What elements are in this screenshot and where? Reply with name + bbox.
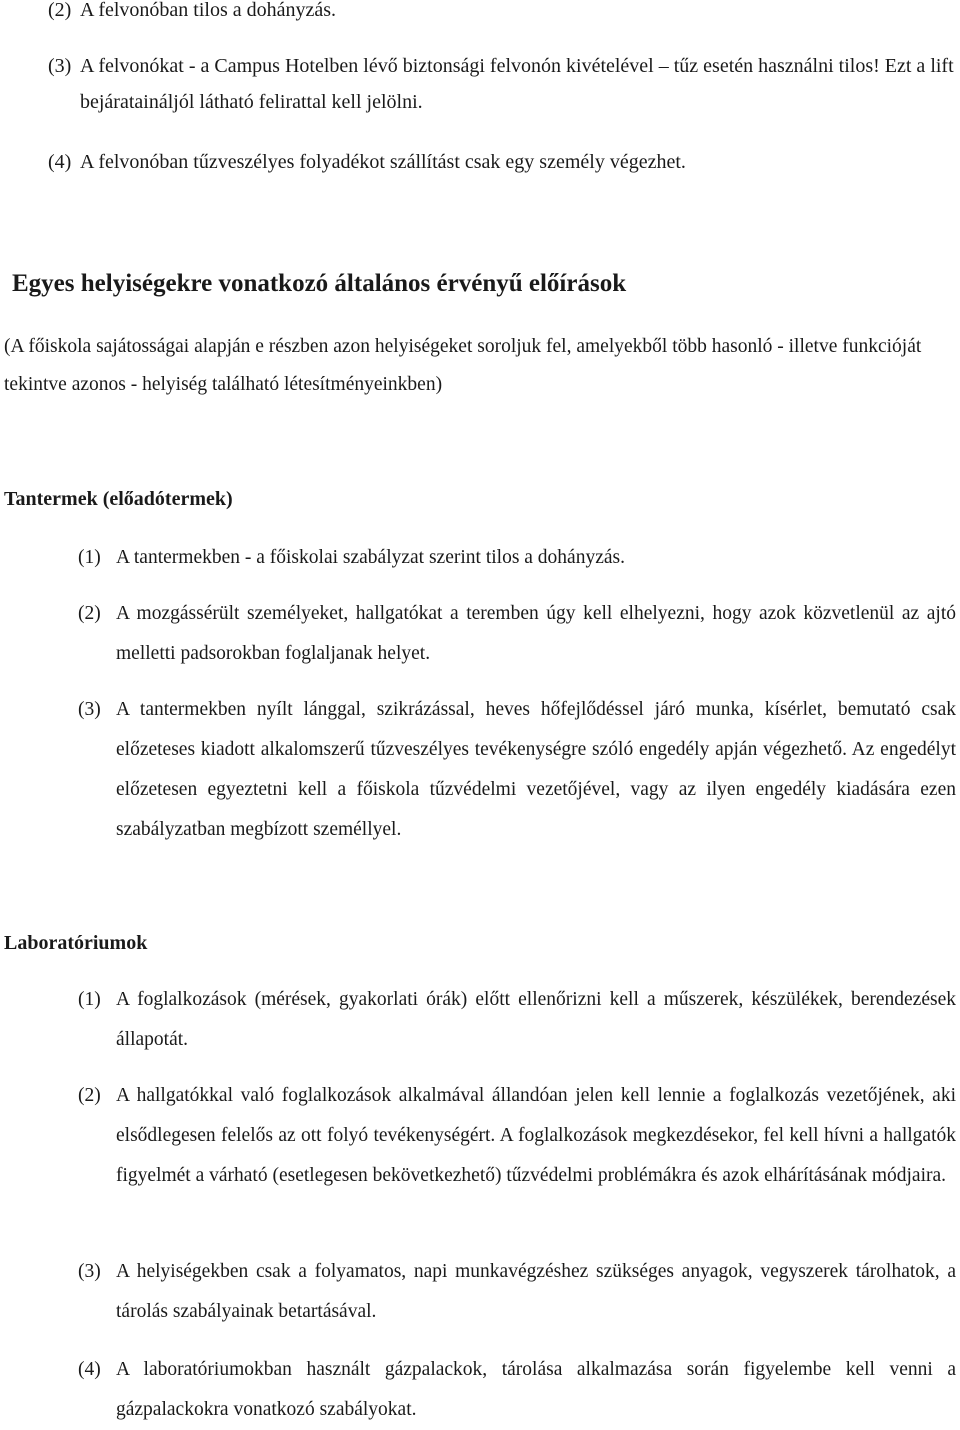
tantermek-item-2 — [78, 594, 956, 674]
item-number: (3) — [78, 1261, 101, 1282]
item-number: (3) — [78, 699, 101, 720]
item-text: A tantermekben - a főiskolai szabályzat szerint tilos a dohányzás. — [116, 547, 625, 568]
laboratoriumok-item-1 — [78, 980, 956, 1060]
laboratoriumok-item-2 — [78, 1076, 956, 1196]
intro-paragraph: (A főiskola sajátosságai alapján e részben azon helyiségeket soroljuk fel, amelyekből több hasonló - illetve funkcióját tekintve azonos - helyiség található létesítményeinkben) — [4, 336, 922, 395]
item-number: (2) — [78, 1085, 101, 1106]
item-number: (1) — [78, 989, 101, 1010]
list-item-text: A felvonókat - a Campus Hotelben lévő biztonsági felvonón kivételével – tűz esetén használni tilos! Ezt a lift bejárataináljól látható felirattal kell jelölni. — [80, 55, 954, 113]
list-item-number: (3) — [48, 55, 72, 77]
item-number: (2) — [78, 603, 101, 624]
section-title-laboratoriumok: Laboratóriumok — [4, 932, 148, 954]
item-number: (4) — [78, 1359, 101, 1380]
tantermek-item-1 — [78, 538, 956, 578]
list-item-number: (2) — [48, 0, 72, 21]
list-item-number: (4) — [48, 151, 72, 173]
main-heading: Egyes helyiségekre vonatkozó általános érvényű előírások — [12, 270, 627, 297]
section-title-tantermek: Tantermek (előadótermek) — [4, 488, 233, 510]
item-text: A tantermekben nyílt lánggal, szikrázással, heves hőfejlődéssel járó munka, kísérlet, bemutató csak előzeteses kiadott alkalomszerű tűzveszélyes tevékenységre szóló engedély apján végezhető. Az engedélyt előzetesen egyeztetni kell a főiskola tűzvédelmi vezetőjével, vagy az ilyen engedély kiadására ezen szabályzatban megbízott személlyel. — [116, 699, 956, 840]
laboratoriumok-item-3 — [78, 1252, 956, 1332]
item-number: (1) — [78, 547, 101, 568]
item-text: A helyiségekben csak a folyamatos, napi munkavégzéshez szükséges anyagok, vegyszerek tárolhatok, a tárolás szabályainak betartásával. — [116, 1261, 956, 1322]
item-text: A laboratóriumokban használt gázpalackok, tárolása alkalmazása során figyelembe kell venni a gázpalackokra vonatkozó szabályokat. — [116, 1359, 956, 1420]
laboratoriumok-item-4 — [78, 1350, 956, 1430]
top-list-item-3 — [48, 48, 958, 120]
item-text: A mozgássérült személyeket, hallgatókat a teremben úgy kell elhelyezni, hogy azok közvetlenül az ajtó melletti padsorokban foglaljanak helyet. — [116, 603, 956, 664]
list-item-text: A felvonóban tűzveszélyes folyadékot szállítást csak egy személy végezhet. — [80, 151, 686, 173]
list-item-text: A felvonóban tilos a dohányzás. — [80, 0, 337, 21]
tantermek-item-3 — [78, 690, 956, 850]
item-text: A hallgatókkal való foglalkozások alkalmával állandóan jelen kell lennie a foglalkozás vezetőjének, aki elsődlegesen felelős az ott folyó tevékenységért. A foglalkozások megkezdésekor, fel kell hívni a hallgatók figyelmét a várható (esetlegesen bekövetkezhető) tűzvédelmi problémákra és azok elhárításának módjaira. — [116, 1085, 956, 1186]
top-list-item-4 — [48, 144, 958, 180]
item-text: A foglalkozások (mérések, gyakorlati órák) előtt ellenőrizni kell a műszerek, készülékek, berendezések állapotát. — [116, 989, 956, 1050]
top-list-item-2 — [48, 0, 958, 28]
